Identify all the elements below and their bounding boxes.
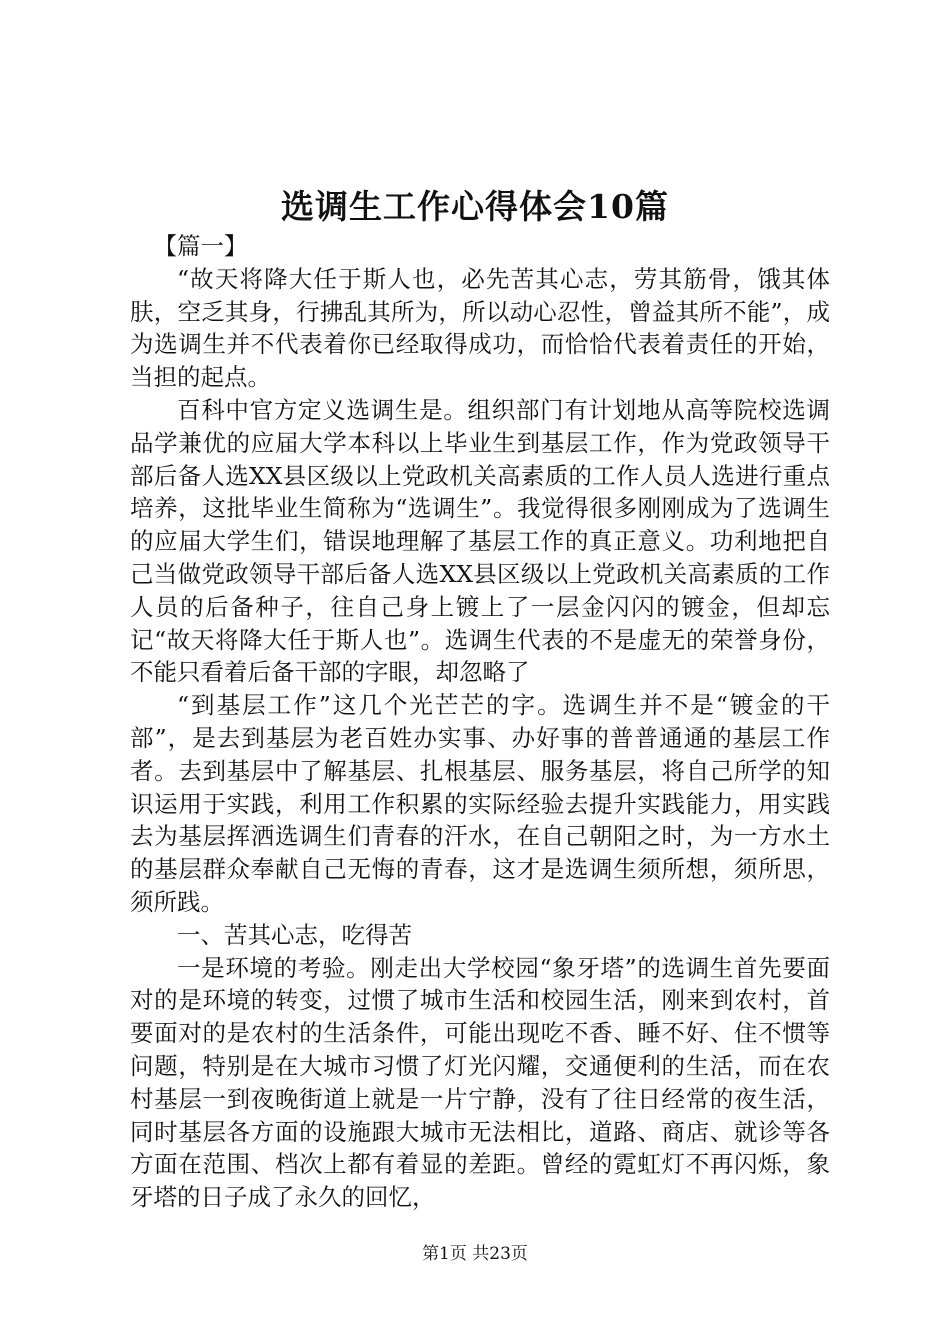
paragraph-quote: “故天将降大任于斯人也，必先苦其心志，劳其筋骨，饿其体肤，空乏其身，行拂乱其所为，所以动心忍性，曾益其所不能”，成为选调生并不代表着你已经取得成功，而恰恰代表着责任的开始，当担的起点。 [130, 264, 830, 392]
paragraph-definition: 百科中官方定义选调生是。组织部门有计划地从高等院校选调品学兼优的应届大学本科以上毕业生到基层工作，作为党政领导干部后备人选XX县区级以上党政机关高素质的工作人员人选进行重点培养，这批毕业生简称为“选调生”。我觉得很多刚刚成为了选调生的应届大学生们，错误地理解了基层工作的真正意义。功利地把自己当做党政领导干部后备人选XX县区级以上党政机关高素质的工作人员的后备种子，往自己身上镀上了一层金闪闪的镀金，但却忘记“故天将降大任于斯人也”。选调生代表的不是虚无的荣誉身份，不能只看着后备干部的字眼，却忽略了 [130, 395, 830, 687]
document-body [130, 230, 830, 1214]
section-heading-part-one: 【篇一】 [153, 232, 248, 260]
subheading-hardship: 一、苦其心志，吃得苦 [177, 920, 412, 949]
paragraph-grassroots: “到基层工作”这几个光芒芒的字。选调生并不是“镀金的干部”，是去到基层为老百姓办实事、办好事的普普通通的基层工作者。去到基层中了解基层、扎根基层、服务基层，将自己所学的知识运用于实践，利用工作积累的实际经验去提升实践能力，用实践去为基层挥洒选调生们青春的汗水，在自己朝阳之时，为一方水土的基层群众奉献自己无悔的青春，这才是选调生须所想，须所思，须所践。 [130, 691, 830, 916]
paragraph-environment: 一是环境的考验。刚走出大学校园“象牙塔”的选调生首先要面对的是环境的转变，过惯了城市生活和校园生活，刚来到农村，首要面对的是农村的生活条件，可能出现吃不香、睡不好、住不惯等问题，特别是在大城市习惯了灯光闪耀，交通便利的生活，而在农村基层一到夜晚街道上就是一片宁静，没有了往日经常的夜生活，同时基层各方面的设施跟大城市无法相比，道路、商店、就诊等各方面在范围、档次上都有着显的差距。曾经的霓虹灯不再闪烁，象牙塔的日子成了永久的回忆， [130, 953, 830, 1212]
page-indicator: 第1页 共23页 [422, 1244, 528, 1264]
document-title: 选调生工作心得体会10篇 [281, 187, 669, 226]
